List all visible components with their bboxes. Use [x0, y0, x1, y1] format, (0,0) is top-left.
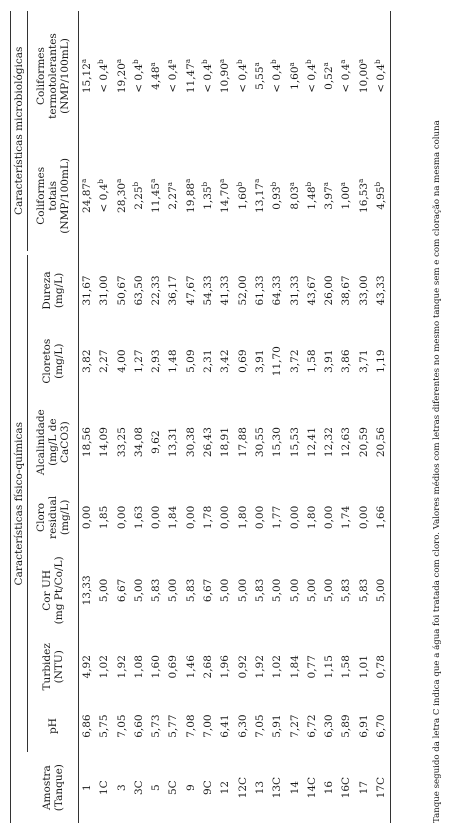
table-cell: 2,31: [202, 349, 215, 373]
column-header-line: (NMP/100mL): [59, 157, 71, 234]
table-cell: 5,83: [150, 578, 163, 603]
table-cell: 3,42: [219, 349, 232, 373]
table-cell: 0,93$^b$: [270, 181, 284, 210]
table-cell: 0,00: [81, 505, 93, 530]
table-cell: 14,70$^a$: [218, 178, 232, 213]
column-header-line: CaCO3): [59, 421, 71, 463]
table-cell: 17,88: [236, 427, 249, 458]
table-cell: 5,00: [305, 578, 318, 603]
table-cell: 1,74: [340, 505, 353, 530]
table-cell: 20,59: [357, 427, 370, 458]
table-cell: 1,00$^a$: [339, 182, 353, 210]
table-cell: 5,89: [340, 714, 353, 738]
table-cell: 34,08: [132, 427, 145, 458]
table-cell: 5,75: [98, 714, 111, 738]
table-row: [114, 11, 131, 823]
column-header-line: (mg Pt/Co/L): [53, 556, 65, 625]
table-cell: 1,78: [202, 505, 215, 530]
table-cell: 1,46: [184, 655, 197, 679]
table-cell: 5,00: [323, 578, 336, 603]
table-cell: 1,02: [271, 655, 284, 679]
table-cell: 33,00: [357, 275, 370, 306]
water-quality-table: [10, 11, 391, 823]
table-cell: 33,25: [115, 427, 128, 458]
table-cell: 11,47$^a$: [183, 58, 197, 94]
table-cell: 4,48$^a$: [149, 62, 163, 90]
column-header: [28, 752, 79, 823]
table-cell: 1,66: [373, 488, 391, 547]
table-cell: 12,63: [340, 427, 353, 458]
table-cell: 47,67: [184, 275, 197, 306]
table-cell: 3C: [132, 780, 145, 796]
table-cell: 26,43: [202, 427, 215, 458]
table-cell: 6,91: [357, 714, 370, 738]
column-header: [28, 397, 79, 488]
table-cell: 4,00: [115, 349, 128, 373]
table-cell: 1,92: [253, 655, 266, 679]
table-cell: 13,33: [81, 575, 93, 606]
column-header-line: (mg/L): [53, 272, 65, 309]
table-cell: 1,01: [357, 655, 370, 679]
table-cell: 63,50: [132, 275, 145, 306]
table-cell: 19,20$^a$: [114, 58, 128, 94]
table-cell: 9: [184, 784, 197, 791]
table-cell: 5,00: [373, 547, 391, 634]
column-header-line: Dureza: [41, 271, 53, 310]
column-header: [28, 547, 79, 634]
table-cell: 5,00: [236, 578, 249, 603]
table-cell: 31,33: [288, 275, 301, 306]
table-cell: 1,15: [323, 655, 336, 679]
table-cell: 1C: [98, 780, 111, 796]
column-header-line: pH: [47, 718, 59, 735]
table-cell: 0,00: [323, 505, 336, 530]
column-header-line: (mg/L de: [47, 418, 59, 466]
table-cell: 0,00: [150, 505, 163, 530]
table-cell: 1,58: [305, 349, 318, 373]
table-cell: 54,33: [202, 275, 215, 306]
table-row: [131, 11, 148, 823]
table-cell: 1,96: [219, 655, 232, 679]
table-cell: 2,27$^a$: [166, 182, 180, 210]
table-cell: 3,71: [357, 349, 370, 373]
table-cell: < 0,4$^b$: [235, 59, 249, 93]
table-cell: 2,27: [98, 349, 111, 373]
column-header-line: Coliformes: [35, 166, 47, 225]
table-cell: 13,17$^a$: [252, 178, 266, 213]
column-header-line: Cloro: [35, 502, 47, 532]
table-cell: 1,58: [340, 655, 353, 679]
table-cell: 5,00: [167, 578, 180, 603]
column-header-line: Coliformes: [35, 47, 47, 105]
table-cell: 1,80: [236, 505, 249, 530]
table-cell: 18,91: [219, 427, 232, 458]
table-cell: 41,33: [219, 275, 232, 306]
table-cell: 6,41: [219, 714, 232, 738]
table-cell: 43,33: [373, 255, 391, 326]
table-cell: < 0,4$^a$: [339, 59, 353, 93]
table-cell: 9,62: [150, 430, 163, 454]
table-cell: 0,69: [167, 655, 180, 679]
table-row: [321, 11, 338, 823]
column-header: [28, 141, 79, 250]
table-cell: 14: [288, 780, 301, 795]
table-cell: 1,60$^b$: [235, 181, 249, 210]
table-cell: 12: [219, 780, 232, 795]
table-cell: 2,25$^b$: [131, 181, 145, 210]
column-header: [28, 326, 79, 397]
table-cell: 52,00: [236, 275, 249, 306]
table-cell: 3,86: [340, 349, 353, 373]
column-header-line: Alcalinidade: [35, 409, 47, 476]
table-cell: 7,00: [202, 714, 215, 738]
table-cell: < 0,4$^b$: [373, 11, 391, 141]
table-row: [79, 11, 97, 823]
table-cell: 5,73: [150, 714, 163, 738]
table-cell: 0,52$^a$: [322, 62, 336, 90]
table-cell: 13,31: [167, 427, 180, 458]
table-cell: 14C: [305, 776, 318, 799]
table-cell: 2,68: [202, 655, 215, 679]
table-cell: 0,78: [373, 634, 391, 700]
table-cell: 6,70: [373, 700, 391, 752]
table-row: [200, 11, 217, 823]
table-row: [252, 11, 269, 823]
table-cell: 5,00: [132, 578, 145, 603]
table-cell: 1,92: [115, 655, 128, 679]
table-cell: 5,09: [184, 349, 197, 373]
table-cell: 10,90$^a$: [218, 58, 232, 94]
table-cell: 5: [150, 784, 163, 791]
table-cell: 16C: [340, 776, 353, 799]
table-cell: 16,53$^a$: [356, 178, 370, 213]
table-cell: < 0,4$^b$: [201, 59, 215, 93]
table-cell: 13C: [271, 776, 284, 799]
column-header-line: termotolerantes: [47, 33, 59, 119]
table-cell: 0,00: [115, 505, 128, 530]
table-cell: 5,83: [340, 578, 353, 603]
table-cell: 17: [357, 780, 370, 795]
column-header-line: Amostra: [40, 765, 53, 811]
table-cell: 15,12$^a$: [80, 58, 93, 94]
table-cell: 1,48: [167, 349, 180, 373]
table-cell: 1,63: [132, 505, 145, 530]
table-cell: 3,97$^a$: [322, 182, 336, 210]
table-cell: 6,67: [115, 578, 128, 603]
table-cell: 19,88$^a$: [183, 178, 197, 213]
table-row: [287, 11, 304, 823]
table-cell: 7,05: [115, 714, 128, 738]
table-cell: 5,83: [184, 578, 197, 603]
table-cell: 1,08: [132, 655, 145, 679]
column-header: [28, 255, 79, 326]
table-cell: 26,00: [323, 275, 336, 306]
table-cell: 1,60$^a$: [287, 62, 301, 90]
table-cell: 0,77: [305, 655, 318, 679]
table-cell: 0,69: [236, 349, 249, 373]
table-cell: 3,91: [323, 349, 336, 373]
table-row: [304, 11, 321, 823]
table-cell: 11,45$^a$: [149, 178, 163, 213]
column-header-line: residual: [47, 495, 59, 539]
table-cell: 0,00: [253, 505, 266, 530]
table-cell: 1,19: [373, 326, 391, 397]
table-cell: 31,67: [81, 275, 93, 306]
table-cell: 43,67: [305, 275, 318, 306]
table-row: [373, 11, 391, 823]
column-header-line: Turbidez: [41, 643, 53, 691]
table-cell: 0,00: [357, 505, 370, 530]
table-cell: 0,00: [288, 505, 301, 530]
column-header-line: (NMP/100mL): [59, 38, 71, 114]
table-cell: 5,00: [271, 578, 284, 603]
table-cell: 1,85: [98, 505, 111, 530]
table-cell: 38,67: [340, 275, 353, 306]
column-header-line: (mg/L): [53, 343, 65, 379]
table-cell: < 0,4$^b$: [97, 59, 111, 93]
table-cell: 16: [323, 780, 336, 795]
table-cell: 0,00: [219, 505, 232, 530]
table-row: [235, 11, 252, 823]
table-cell: 6,30: [236, 714, 249, 738]
table-cell: 3: [115, 784, 128, 791]
table-cell: 9C: [202, 780, 215, 796]
table-cell: < 0,4$^b$: [97, 179, 111, 213]
table-cell: 64,33: [271, 275, 284, 306]
table-cell: 11,70: [271, 346, 284, 377]
table-cell: 1,84: [288, 655, 301, 679]
table-cell: 1,77: [271, 505, 284, 530]
column-header: [28, 634, 79, 700]
table-cell: 30,38: [184, 427, 197, 458]
table-cell: < 0,4$^a$: [166, 59, 180, 93]
table-row: [148, 11, 165, 823]
table-cell: 24,87$^a$: [80, 178, 93, 213]
table-cell: 7,08: [184, 714, 197, 738]
table-cell: 3,82: [81, 349, 93, 373]
table-cell: 1,84: [167, 505, 180, 530]
table-row: [338, 11, 355, 823]
table-row: [165, 11, 182, 823]
table-cell: 22,33: [150, 275, 163, 306]
table-cell: 1,48$^b$: [304, 181, 318, 210]
table-cell: 31,00: [98, 275, 111, 306]
table-cell: 5,77: [167, 714, 180, 738]
table-cell: 1,35$^b$: [201, 181, 215, 210]
table-cell: < 0,4$^b$: [131, 59, 145, 93]
table-cell: 50,67: [115, 275, 128, 306]
column-header-line: (NTU): [53, 650, 65, 684]
table-cell: 5,00: [219, 578, 232, 603]
table-cell: 12,41: [305, 427, 318, 458]
table-cell: 3,72: [288, 349, 301, 373]
table-cell: 6,60: [132, 714, 145, 738]
table-cell: 5,00: [288, 578, 301, 603]
table-cell: 5,83: [357, 578, 370, 603]
table-cell: 5,83: [253, 578, 266, 603]
table-row: [356, 11, 373, 823]
table-cell: 4,95$^b$: [373, 141, 391, 250]
table-cell: 12,32: [323, 427, 336, 458]
table-cell: < 0,4$^b$: [304, 59, 318, 93]
table-cell: 6,67: [202, 578, 215, 603]
table-cell: 1,02: [98, 655, 111, 679]
column-header-line: Cloretos: [41, 338, 53, 384]
table-cell: 5,91: [271, 714, 284, 738]
table-cell: 1,60: [150, 655, 163, 679]
table-cell: 18,56: [81, 427, 93, 458]
table-row: [269, 11, 286, 823]
table-cell: 10,00$^a$: [356, 58, 370, 94]
column-header-line: totais: [47, 180, 59, 211]
table-cell: 5,55$^a$: [252, 62, 266, 90]
table-cell: 4,92: [81, 655, 93, 679]
table-cell: < 0,4$^b$: [270, 59, 284, 93]
column-header: [28, 700, 79, 752]
table-cell: 6,86: [81, 714, 93, 738]
table-cell: 15,30: [271, 427, 284, 458]
table-cell: 6,30: [323, 714, 336, 738]
table-cell: 7,27: [288, 714, 301, 738]
table-footnote: Tanque seguido da letra C indica que a água foi tratada com cloro. Valores médios com letras diferentes no mesmo tanque sem e com cloração na mesma coluna: [432, 120, 442, 823]
table-cell: 36,17: [167, 275, 180, 306]
table-cell: 5,00: [98, 578, 111, 603]
column-header-line: (Tanque): [52, 764, 65, 812]
column-header: [28, 488, 79, 547]
table-cell: 15,53: [288, 427, 301, 458]
table-cell: 7,05: [253, 714, 266, 738]
table-row: [96, 11, 113, 823]
table-cell: 5C: [167, 780, 180, 796]
table-cell: 13: [253, 780, 266, 795]
table-row: [183, 11, 200, 823]
table-cell: 8,03$^a$: [287, 182, 301, 210]
table-cell: 0,92: [236, 655, 249, 679]
table-cell: 17C: [373, 752, 391, 823]
table-cell: 6,72: [305, 714, 318, 738]
column-header: [28, 11, 79, 141]
table-cell: 1,27: [132, 349, 145, 373]
table-cell: 1,80: [305, 505, 318, 530]
table-row: [217, 11, 234, 823]
table-cell: 28,30$^a$: [114, 178, 128, 213]
table-cell: 2,93: [150, 349, 163, 373]
table-cell: 30,55: [253, 427, 266, 458]
table-cell: 14,09: [98, 427, 111, 458]
column-header-line: (mg/L): [59, 499, 71, 536]
table-cell: 0,00: [184, 505, 197, 530]
table-cell: 61,33: [253, 275, 266, 306]
table-cell: 20,56: [373, 397, 391, 488]
group-header-micro: Características microbiológicas: [11, 11, 28, 251]
column-header-line: Cor UH: [41, 570, 53, 611]
group-header-physchem: Características físico-químicas: [11, 255, 28, 752]
table-cell: 1: [81, 784, 93, 791]
table-cell: 3,91: [253, 349, 266, 373]
table-cell: 12C: [236, 776, 249, 799]
